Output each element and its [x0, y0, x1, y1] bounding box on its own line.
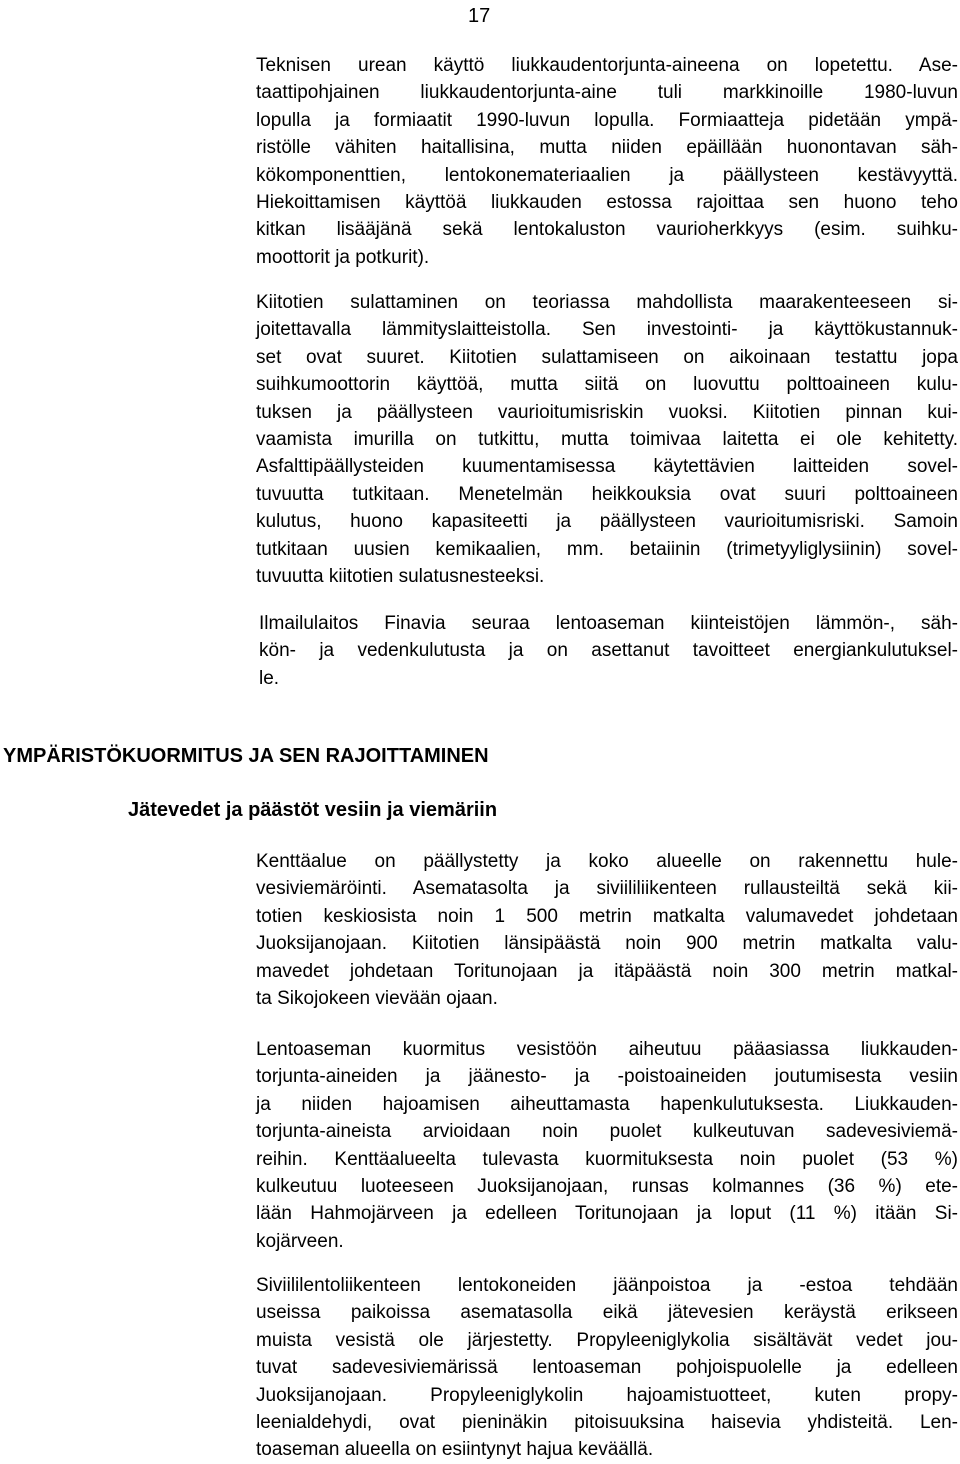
text-line: Lentoaseman kuormitus vesistöön aiheutuu pääasiassa liukkauden-	[256, 1039, 958, 1060]
text-line: tuvuutta tutkitaan. Menetelmän heikkouksia ovat suuri polttoaineen	[256, 483, 958, 505]
text-line: kulutus, huono kapasiteetti ja päällysteen vaurioitumisriski. Samoin	[256, 511, 958, 533]
text-line: kulkeutuu luoteeseen Juoksijanojaan, runsas kolmannes (36 %) ete-	[256, 1176, 958, 1198]
paragraph-deicing-chemicals	[256, 52, 958, 271]
text-line: torjunta-aineista arvioidaan noin puolet kulkeutuvan sadevesiviemä-	[256, 1121, 958, 1143]
paragraph-stormwater-drainage	[256, 848, 958, 1012]
text-line: set ovat suuret. Kiitotien sulattamiseen on aikoinaan testattu jopa	[256, 346, 958, 368]
text-line: kojärveen.	[256, 1230, 344, 1252]
text-line: ja niiden hajoamisen aiheuttamasta hapenkulutuksesta. Liukkauden-	[256, 1093, 958, 1115]
text-line: joitettavalla lämmityslaitteistolla. Sen investointi- ja käyttökustannuk-	[256, 319, 958, 341]
text-line: Siviililentoliikenteen lentokoneiden jäänpoistoa ja -estoa tehdään	[256, 1275, 958, 1296]
text-line: vaamista imurilla on tutkittu, mutta toimivaa laitetta ei ole kehitetty.	[256, 429, 958, 451]
text-line: Teknisen urean käyttö liukkaudentorjunta-aineena on lopetettu. Ase-	[256, 55, 958, 76]
text-line: useissa paikoissa asematasolla eikä jätevesien keräystä erikseen	[256, 1302, 958, 1324]
text-line: leenialdehydi, ovat pieninäkin pitoisuuksina haisevia yhdisteitä. Len-	[256, 1412, 958, 1434]
text-line: Juoksijanojaan. Propyleeniglykolin hajoamistuotteet, kuten propy-	[256, 1384, 958, 1406]
text-line: Kenttäalue on päällystetty ja koko alueelle on rakennettu hule-	[256, 851, 958, 872]
text-line: lopulla ja formiaatit 1990-luvun lopulla. Formiaatteja pidetään ympä-	[256, 109, 958, 131]
text-line: toaseman alueella on esiintynyt hajua keväällä.	[256, 1439, 654, 1461]
text-line: ristölle vähiten haitallisina, mutta niiden epäillään huonontavan säh-	[256, 137, 958, 159]
subsection-heading: Jätevedet ja päästöt vesiin ja viemäriin	[128, 799, 498, 821]
text-line: lään Hahmojärveen ja edelleen Toritunojaan ja loput (11 %) itään Si-	[256, 1203, 958, 1225]
text-line: tuksen ja päällysteen vaurioitumisriskin vuoksi. Kiitotien pinnan kui-	[256, 401, 958, 423]
text-line: Ilmailulaitos Finavia seuraa lentoaseman kiinteistöjen lämmön-, säh-	[259, 613, 958, 634]
paragraph-water-loading	[256, 1036, 958, 1255]
text-line: vesiviemäröinti. Asematasolta ja siviililiikenteen rullausteiltä sekä kii-	[256, 878, 958, 900]
page-number: 17	[468, 5, 491, 27]
paragraph-runway-heating	[256, 289, 958, 590]
text-line: le.	[259, 667, 280, 689]
text-line: kökomponenttien, lentokonemateriaalien ja päällysteen kestävyyttä.	[256, 164, 958, 186]
text-line: Asfalttipäällysteiden kuumentamisessa käytettävien laitteiden sovel-	[256, 456, 958, 478]
text-line: muista vesistä ole järjestetty. Propyleeniglykolia sisältävät vedet jou-	[256, 1329, 958, 1351]
text-line: moottorit ja potkurit).	[256, 246, 430, 268]
paragraph-aircraft-deicing	[256, 1272, 958, 1464]
text-line: Juoksijanojaan. Kiitotien länsipäästä noin 900 metrin matkalta valu-	[256, 933, 958, 955]
text-line: tuvuutta kiitotien sulatusnesteeksi.	[256, 566, 545, 588]
text-line: kön- ja vedenkulutusta ja on asettanut tavoitteet energiankulutuksel-	[259, 640, 958, 662]
section-heading: YMPÄRISTÖKUORMITUS JA SEN RAJOITTAMINEN	[3, 745, 489, 767]
text-line: mavedet johdetaan Toritunojaan ja itäpäästä noin 300 metrin matkal-	[256, 960, 958, 982]
text-line: taattipohjainen liukkaudentorjunta-aine tuli markkinoille 1980-luvun	[256, 82, 958, 104]
text-line: kitkan lisääjänä sekä lentokaluston vaurioherkkyys (esim. suihku-	[256, 219, 958, 241]
text-line: Kiitotien sulattaminen on teoriassa mahdollista maarakenteeseen si-	[256, 292, 958, 313]
paragraph-energy-monitoring	[259, 610, 958, 692]
text-line: suihkumoottorin käyttöä, mutta siitä on luovuttu polttoaineen kulu-	[256, 374, 958, 396]
text-line: reihin. Kenttäalueelta tulevasta kuormituksesta noin puolet (53 %)	[256, 1148, 958, 1170]
text-line: totien keskiosista noin 1 500 metrin matkalta valumavedet johdetaan	[256, 905, 958, 927]
text-line: ta Sikojokeen vievään ojaan.	[256, 988, 498, 1010]
text-line: tuvat sadevesiviemärissä lentoaseman pohjoispuolelle ja edelleen	[256, 1357, 958, 1379]
text-line: torjunta-aineiden ja jäänesto- ja -poistoaineiden joutumisesta vesiin	[256, 1066, 958, 1088]
text-line: Hiekoittamisen käyttöä liukkauden estossa rajoittaa sen huono teho	[256, 192, 958, 214]
text-line: tutkitaan uusien kemikaalien, mm. betaiinin (trimetyyliglysiinin) sovel-	[256, 538, 958, 560]
